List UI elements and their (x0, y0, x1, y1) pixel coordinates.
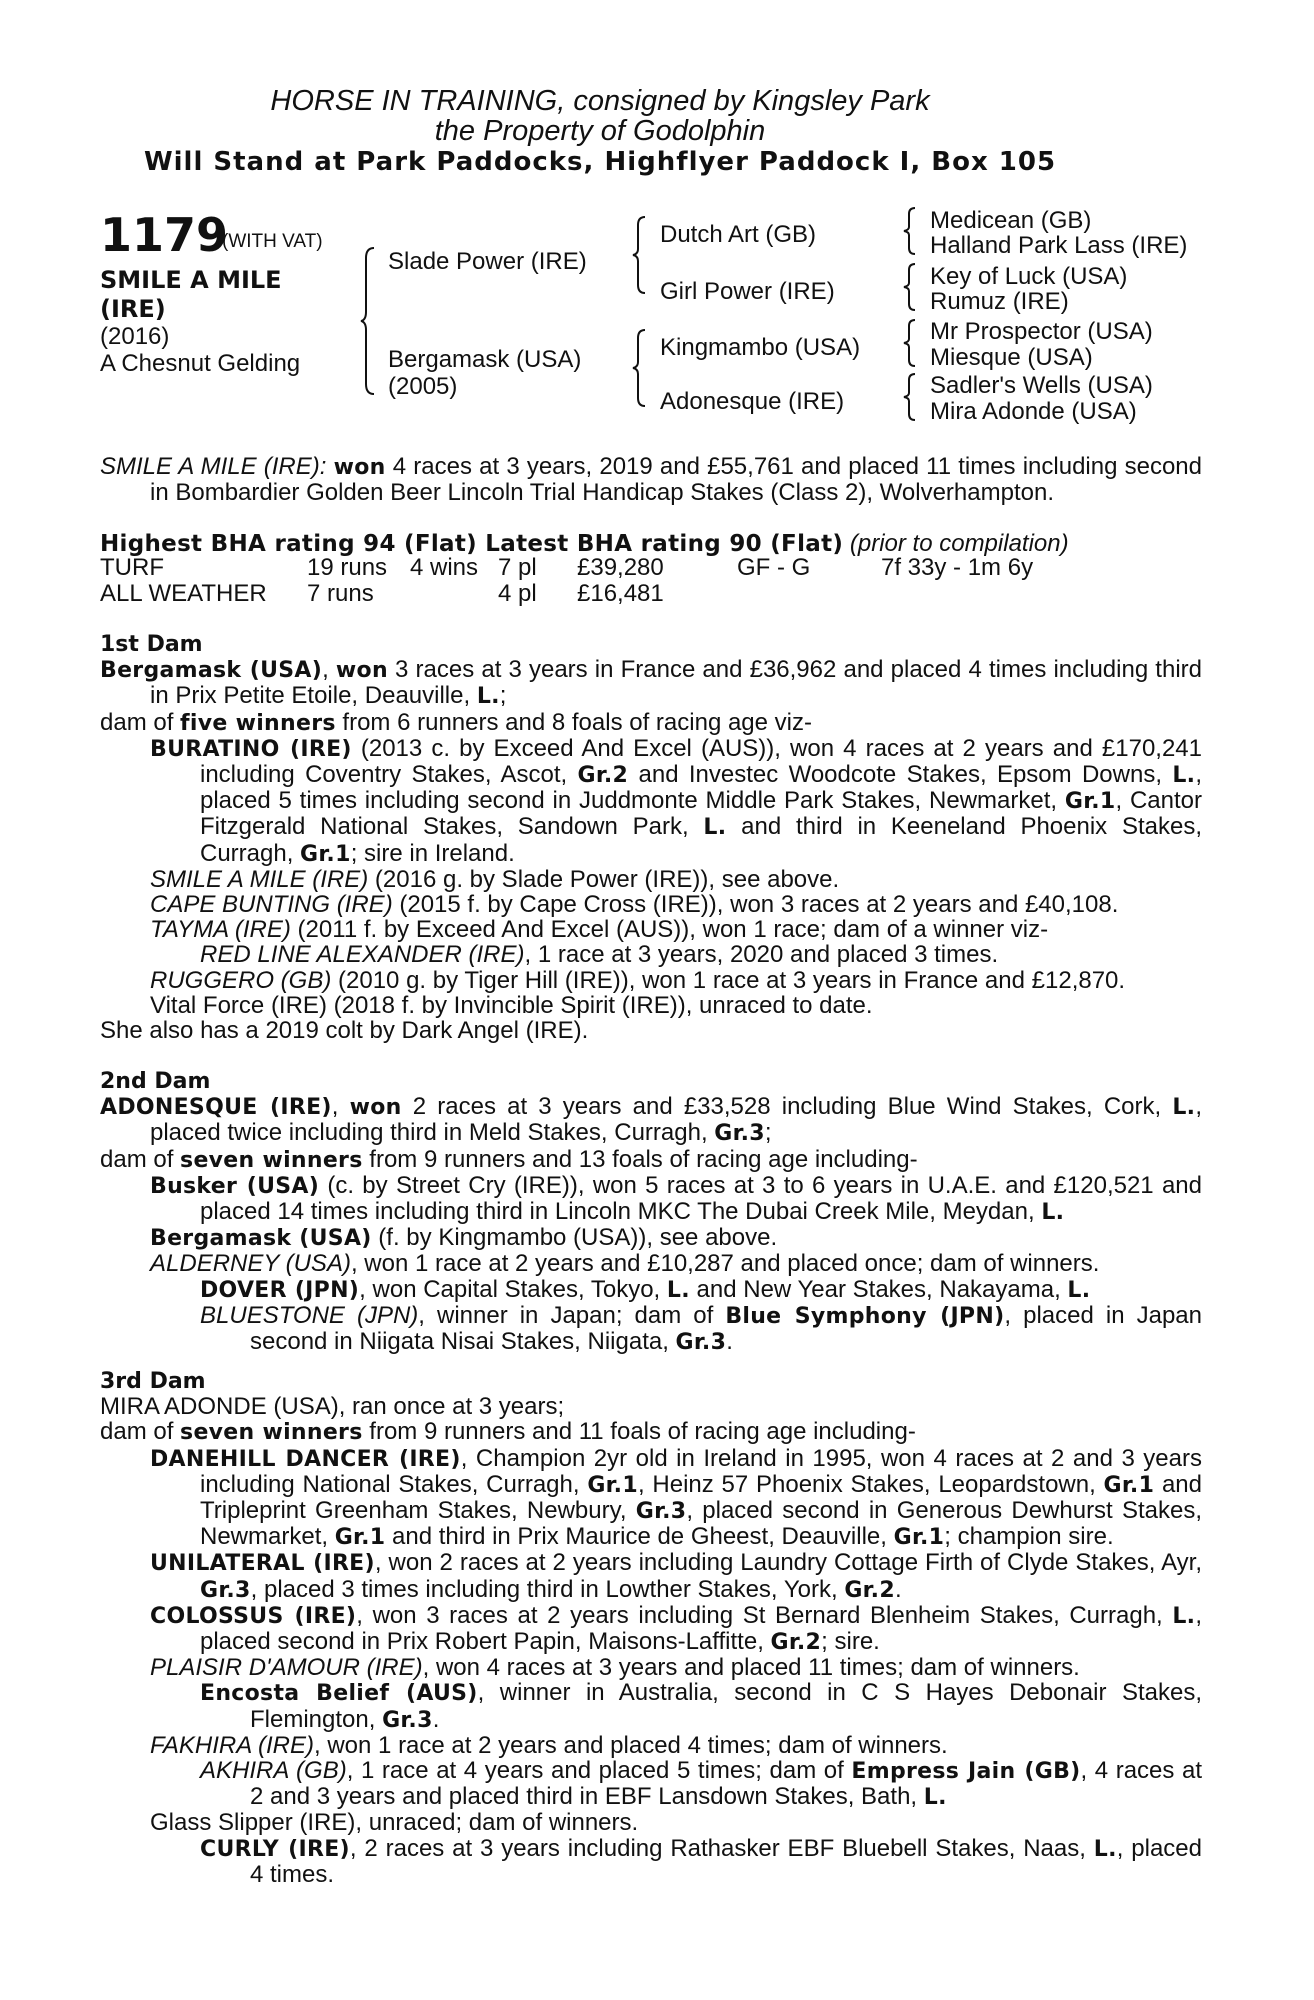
great-grandparent-5: Mr Prospector (USA) (930, 318, 1153, 345)
progeny-bergamask: Bergamask (USA) (f. by Kingmambo (USA)), see above. (150, 1224, 778, 1252)
horse-name-line1: SMILE A MILE (100, 266, 282, 294)
pedigree-brace-dam (632, 328, 650, 408)
sire-dam-name: Girl Power (IRE) (660, 278, 835, 305)
turf-wins: 4 wins (410, 554, 479, 581)
progeny-cape-bunting: CAPE BUNTING (IRE) (2015 f. by Cape Cross (IRE)), won 3 races at 2 years and £40,108. (150, 891, 1119, 919)
progeny-encosta-belief: Encosta Belief (AUS), winner in Australia, second in C S Hayes Debonair Stakes, Flemington, Gr.3. (200, 1679, 1202, 1733)
great-grandparent-7: Sadler's Wells (USA) (930, 372, 1153, 399)
dam-year: (2005) (388, 373, 458, 400)
progeny-smile-a-mile: SMILE A MILE (IRE) (2016 g. by Slade Power (IRE)), see above. (150, 865, 840, 893)
progeny-bluestone: BLUESTONE (JPN), winner in Japan; dam of Blue Symphony (JPN), placed in Japan second in Niigata Nisai Stakes, Niigata, Gr.3. (200, 1301, 1202, 1356)
pedigree-brace-ggp1 (903, 206, 919, 256)
aw-placed: 4 pl (498, 580, 537, 607)
sire-sire-name: Dutch Art (GB) (660, 221, 817, 248)
turf-placed: 7 pl (498, 554, 537, 581)
progeny-fakhira: FAKHIRA (IRE), won 1 race at 2 years and placed 4 times; dam of winners. (150, 1731, 948, 1759)
progeny-dover: DOVER (JPN), won Capital Stakes, Tokyo, L. and New Year Stakes, Nakayama, L. (200, 1275, 1091, 1303)
pedigree-brace-ggp4 (903, 372, 919, 422)
turf-runs: 19 runs (307, 554, 388, 581)
pedigree-brace-ggp2 (903, 262, 919, 312)
horse-name (100, 266, 282, 324)
progeny-akhira: AKHIRA (GB), 1 race at 4 years and placed 5 times; dam of Empress Jain (GB), 4 races at 2 and 3 years and placed third in EBF Lansdown Stakes, Bath, L. (200, 1757, 1203, 1811)
progeny-colossus: COLOSSUS (IRE), won 3 races at 2 years including St Bernard Blenheim Stakes, Curragh, L., placed second in Prix Robert Papin, Maisons-Laffitte, Gr.2; sire. (150, 1601, 1202, 1656)
dam-name: Bergamask (USA) (388, 346, 582, 373)
great-grandparent-2: Halland Park Lass (IRE) (930, 232, 1188, 259)
turf-distance: 7f 33y - 1m 6y (881, 554, 1034, 581)
progeny-plaisir-damour: PLAISIR D'AMOUR (IRE), won 4 races at 3 years and placed 11 times; dam of winners. (150, 1654, 1080, 1682)
foaling-year: (2016) (100, 323, 170, 350)
consignor-line: HORSE IN TRAINING, consigned by Kingsley Park (270, 85, 930, 117)
progeny-danehill-dancer: DANEHILL DANCER (IRE), Champion 2yr old in Ireland in 1995, won 4 races at 2 and 3 years including National Stakes, Curragh, Gr.1, Heinz 57 Phoenix Stakes, Leopardstown, Gr.1 and Tripleprint Greenham Stakes, Newbury, Gr.3, placed second in Generous Dewhurst Stakes, Newmarket, Gr.1 and third in Prix Maurice de Gheest, Deauville, Gr.1; champion sire. (150, 1444, 1203, 1551)
stand-location-line: Will Stand at Park Paddocks, Highflyer Paddock I, Box 105 (143, 147, 1057, 177)
third-dam-section: 3rd Dam MIRA ADONDE (USA), ran once at 3 years; dam of seven winners from 9 runners and 11 foals of racing age including- DANEHILL DANCER (IRE), Champion 2yr old in Ireland in 1995, won 4 races at 2 and 3 years including National Stakes, Curragh, Gr.1, Heinz 57 Phoenix Stakes, Leopardstown, Gr.1 and Tripleprint Greenham Stakes, Newbury, Gr.3, placed second in Generous Dewhurst Stakes, Newmarket, Gr.1 and third in Prix Maurice de Gheest, Deauville, Gr.1; champion sire. UNILATERAL (IRE), won 2 races at 2 years including Laundry Cottage Firth of Clyde Stakes, Ayr, Gr.3, placed 3 times including third in Lowther Stakes, York, Gr.2. COLOSSUS (IRE), won 3 races at 2 years including St Bernard Blenheim Stakes, Curragh, L., placed second in Prix Robert Papin, Maisons-Laffitte, Gr.2; sire. PLAISIR D'AMOUR (IRE), won 4 races at 3 years and placed 11 times; dam of winners. Encosta Belief (AUS), winner in Australia, second in C S Hayes Debonair Stakes, Flemington, Gr.3. FAKHIRA (IRE), won 1 race at 2 years and placed 4 times; dam of winners. AKHIRA (GB), 1 race at 4 years and placed 5 times; dam of Empress Jain (GB), 4 races at 2 and 3 years and placed third in EBF Lansdown Stakes, Bath, L. Glass Slipper (IRE), unraced; dam of winners. CURLY (IRE), 2 races at 3 years including Rathasker EBF Bluebell Stakes, Naas, L., placed 4 times. (100, 1369, 1203, 1888)
great-grandparent-3: Key of Luck (USA) (930, 263, 1128, 290)
pedigree-brace-sire (632, 215, 650, 295)
second-dam-section: 2nd Dam ADONESQUE (IRE), won 2 races at 3 years and £33,528 including Blue Wind Stakes, Cork, L., placed twice including third in Meld Stakes, Curragh, Gr.3; dam of seven winners from 9 runners and 13 foals of racing age including- Busker (USA) (c. by Street Cry (IRE)), won 5 races at 3 to 6 years in U.A.E. and £120,521 and placed 14 times including third in Lincoln MKC The Dubai Creek Mile, Meydan, L. Bergamask (USA) (f. by Kingmambo (USA)), see above. ALDERNEY (USA), won 1 race at 2 years and £10,287 and placed once; dam of winners. DOVER (JPN), won Capital Stakes, Tokyo, L. and New Year Stakes, Nakayama, L. BLUESTONE (JPN), winner in Japan; dam of Blue Symphony (JPN), placed in Japan second in Niigata Nisai Stakes, Niigata, Gr.3. (100, 1069, 1202, 1356)
dam-dam-name: Adonesque (IRE) (660, 388, 845, 415)
progeny-unilateral: UNILATERAL (IRE), won 2 races at 2 years including Laundry Cottage Firth of Clyde Stakes, Ayr, Gr.3, placed 3 times including third in Lowther Stakes, York, Gr.2. (150, 1549, 1203, 1603)
summary-horse-name: SMILE A MILE (IRE): (100, 453, 327, 480)
lot-number: 1179 (100, 208, 229, 262)
pedigree-brace-main (360, 246, 380, 396)
first-dam-note: She also has a 2019 colt by Dark Angel (IRE). (100, 1017, 589, 1045)
great-grandparent-1: Medicean (GB) (930, 207, 1092, 234)
progeny-ruggero: RUGGERO (GB) (2010 g. by Tiger Hill (IRE)), won 1 race at 3 years in France and £12,870. (150, 966, 1126, 994)
sire-name: Slade Power (IRE) (388, 248, 587, 275)
progeny-alderney: ALDERNEY (USA), won 1 race at 2 years and £10,287 and placed once; dam of winners. (150, 1250, 1100, 1278)
pedigree-brace-ggp3 (903, 318, 919, 368)
progeny-buratino: BURATINO (IRE) (2013 c. by Exceed And Excel (AUS)), won 4 races at 2 years and £170,241 including Coventry Stakes, Ascot, Gr.2 and Investec Woodcote Stakes, Epsom Downs, L., placed 5 times including second in Juddmonte Middle Park Stakes, Newmarket, Gr.1, Cantor Fitzgerald National Stakes, Sandown Park, L. and third in Keeneland Phoenix Stakes, Curragh, Gr.1; sire in Ireland. (150, 734, 1203, 867)
first-dam-section: 1st Dam Bergamask (USA), won 3 races at 3 years in France and £36,962 and placed 4 times including third in Prix Petite Etoile, Deauville, L.; dam of five winners from 6 runners and 8 foals of racing age viz- BURATINO (IRE) (2013 c. by Exceed And Excel (AUS)), won 4 races at 2 years and £170,241 including Coventry Stakes, Ascot, Gr.2 and Investec Woodcote Stakes, Epsom Downs, L., placed 5 times including second in Juddmonte Middle Park Stakes, Newmarket, Gr.1, Cantor Fitzgerald National Stakes, Sandown Park, L. and third in Keeneland Phoenix Stakes, Curragh, Gr.1; sire in Ireland. SMILE A MILE (IRE) (2016 g. by Slade Power (IRE)), see above. CAPE BUNTING (IRE) (2015 f. by Cape Cross (IRE)), won 3 races at 2 years and £40,108. TAYMA (IRE) (2011 f. by Exceed And Excel (AUS)), won 1 race; dam of a winner viz- RED LINE ALEXANDER (IRE), 1 race at 3 years, 2020 and placed 3 times. RUGGERO (GB) (2010 g. by Tiger Hill (IRE)), won 1 race at 3 years in France and £12,870. Vital Force (IRE) (2018 f. by Invincible Spirit (IRE)), unraced to date. She also has a 2019 colt by Dark Angel (IRE). (100, 632, 1203, 1045)
turf-label: TURF (100, 554, 164, 581)
aw-label: ALL WEATHER (100, 580, 267, 607)
first-dam-heading: 1st Dam (100, 632, 203, 657)
progeny-curly: CURLY (IRE), 2 races at 3 years including Rathasker EBF Bluebell Stakes, Naas, L., placed 4 times. (200, 1834, 1202, 1888)
vat-note: (WITH VAT) (222, 231, 323, 252)
lot-header (100, 86, 1100, 179)
turf-prize: £39,280 (577, 554, 664, 581)
great-grandparent-6: Miesque (USA) (930, 344, 1093, 371)
turf-going: GF - G (737, 554, 811, 581)
second-dam-heading: 2nd Dam (100, 1069, 211, 1094)
great-grandparent-4: Rumuz (IRE) (930, 288, 1069, 315)
property-line: the Property of Godolphin (434, 115, 766, 147)
dam-sire-name: Kingmambo (USA) (660, 334, 861, 361)
aw-prize: £16,481 (577, 580, 664, 607)
bha-rating: Highest BHA rating 94 (Flat) Latest BHA rating 90 (Flat) (prior to compilation) (100, 530, 1069, 557)
progeny-tayma: TAYMA (IRE) (2011 f. by Exceed And Excel (AUS)), won 1 race; dam of a winner viz- (150, 916, 1049, 944)
great-grandparent-8: Mira Adonde (USA) (930, 398, 1137, 425)
progeny-red-line-alexander: RED LINE ALEXANDER (IRE), 1 race at 3 years, 2020 and placed 3 times. (200, 941, 999, 969)
progeny-busker: Busker (USA) (c. by Street Cry (IRE)), won 5 races at 3 to 6 years in U.A.E. and £120,521 and placed 14 times including third in Lincoln MKC The Dubai Creek Mile, Meydan, L. (150, 1171, 1202, 1226)
third-dam-heading: 3rd Dam (100, 1369, 206, 1394)
horse-description: A Chesnut Gelding (100, 350, 301, 377)
aw-runs: 7 runs (307, 580, 374, 607)
progeny-vital-force: Vital Force (IRE) (2018 f. by Invincible Spirit (IRE)), unraced to date. (150, 991, 873, 1019)
horse-name-line2: (IRE) (100, 295, 166, 323)
racing-summary: SMILE A MILE (IRE): won 4 races at 3 years, 2019 and £55,761 and placed 11 times including second in Bombardier Golden Beer Lincoln Trial Handicap Stakes (Class 2), Wolverhampton. (100, 453, 1202, 507)
progeny-glass-slipper: Glass Slipper (IRE), unraced; dam of winners. (150, 1809, 639, 1837)
